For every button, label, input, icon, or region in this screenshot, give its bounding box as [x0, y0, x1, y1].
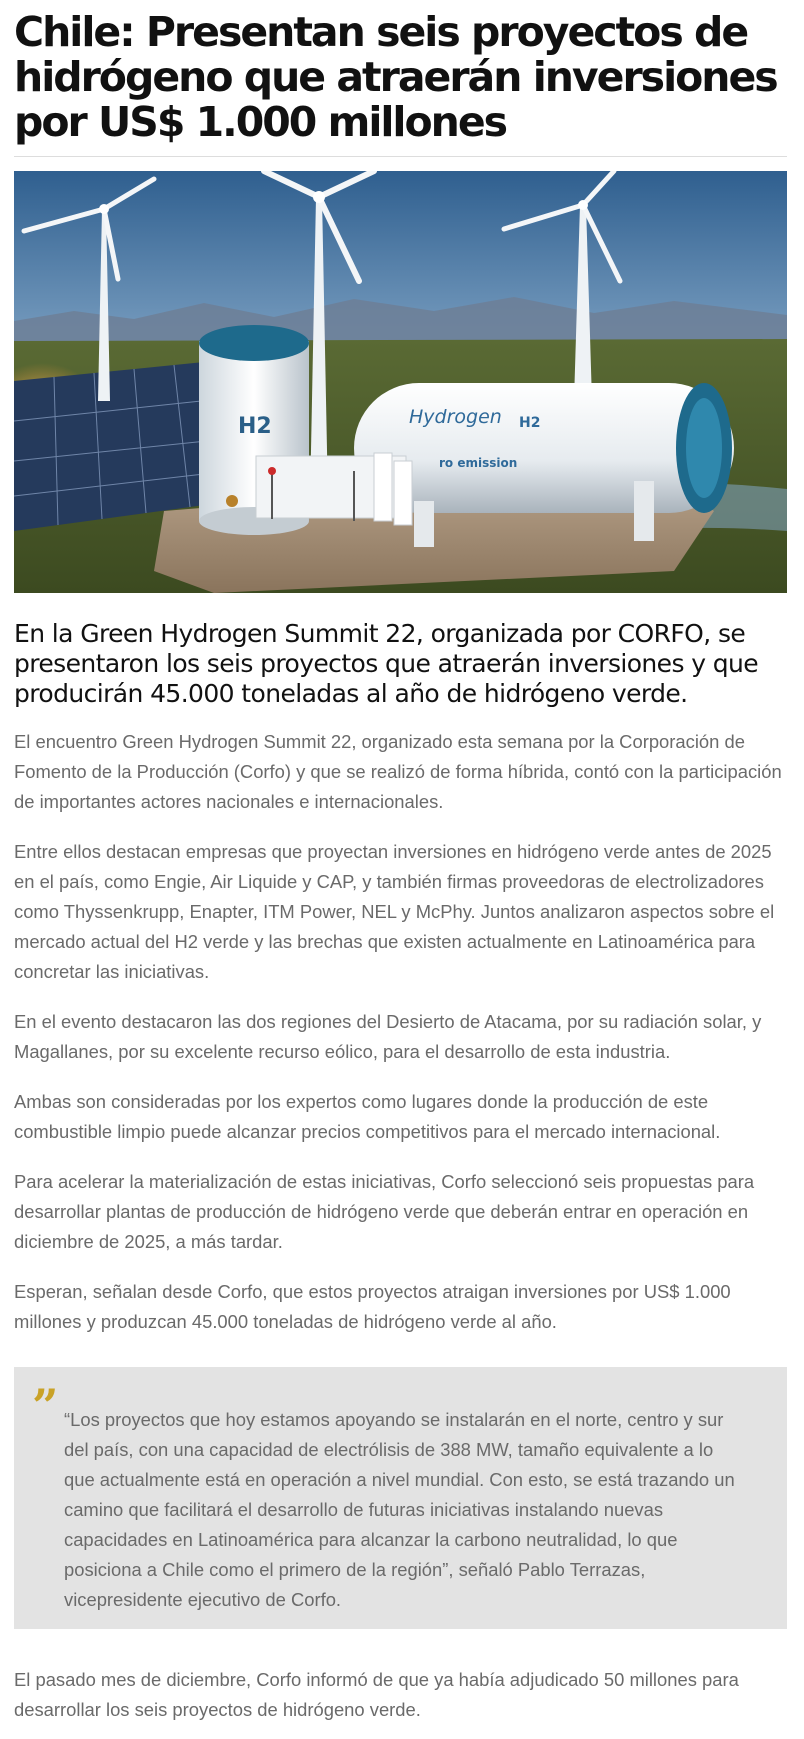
tank-formula: H2 [519, 415, 541, 431]
article-paragraph: Para acelerar la materialización de estas iniciativas, Corfo seleccionó seis propuestas para desarrollar plantas de producción de hidrógeno verde que deberán entrar en operación en diciembre de 2025, a más tardar. [14, 1171, 755, 1252]
quote-mark-icon: ” [32, 1379, 59, 1433]
article-paragraph: En el evento destacaron las dos regiones del Desierto de Atacama, por su radiación solar, y Magallanes, por su excelente recurso eólico, para el desarrollo de esta industria. [14, 1011, 762, 1062]
hero-image [14, 171, 787, 593]
article [14, 0, 787, 1725]
cylinder-label: H2 [238, 414, 272, 439]
article-paragraph: Esperan, señalan desde Corfo, que estos proyectos atraigan inversiones por US$ 1.000 millones y produzcan 45.000 toneladas de hidrógeno verde al año. [14, 1281, 731, 1332]
title-divider [14, 156, 787, 157]
battery-units [256, 453, 412, 525]
article-title: Chile: Presentan seis proyectos de hidrógeno que atraerán inversiones por US$ 1.000 millones [14, 8, 777, 146]
article-paragraph: El pasado mes de diciembre, Corfo informó de que ya había adjudicado 50 millones para desarrollar los seis proyectos de hidrógeno verde. [14, 1669, 739, 1720]
article-paragraph: El encuentro Green Hydrogen Summit 22, organizado esta semana por la Corporación de Fomento de la Producción (Corfo) y que se realizó de forma híbrida, contó con la participación de importantes actores nacionales e internacionales. [14, 731, 782, 812]
quote-text: “Los proyectos que hoy estamos apoyando se instalarán en el norte, centro y sur del país, con una capacidad de electrólisis de 388 MW, tamaño equivalente a lo que actualmente está en operación a nivel mundial. Con esto, se está trazando un camino que facilitará el desarrollo de futuras iniciativas instalando nuevas capacidades en Latinoamérica para alcanzar la carbono neutralidad, lo que posiciona a Chile como el primero de la región”, señaló Pablo Terrazas, vicepresidente ejecutivo de Corfo. [64, 1409, 735, 1610]
pull-quote [14, 1367, 787, 1629]
article-paragraph: Ambas son consideradas por los expertos como lugares donde la producción de este combustible limpio puede alcanzar precios competitivos para el mercado internacional. [14, 1091, 721, 1142]
tank-label: Hydrogen [409, 406, 502, 428]
article-paragraph: Entre ellos destacan empresas que proyectan inversiones en hidrógeno verde antes de 2025 en el país, como Engie, Air Liquide y CAP, y también firmas proveedoras de electrolizadores como Thyssenkrupp, Enapter, ITM Power, NEL y McPhy. Juntos analizaron aspectos sobre el mercado actual del H2 verde y las brechas que existen actualmente en Latinoamérica para concretar las iniciativas. [14, 841, 775, 982]
tank-subtitle: ro emission [439, 456, 518, 470]
article-lead: En la Green Hydrogen Summit 22, organizada por CORFO, se presentaron los seis proyectos que atraerán inversiones y que producirán 45.000 toneladas al año de hidrógeno verde. [14, 619, 759, 708]
